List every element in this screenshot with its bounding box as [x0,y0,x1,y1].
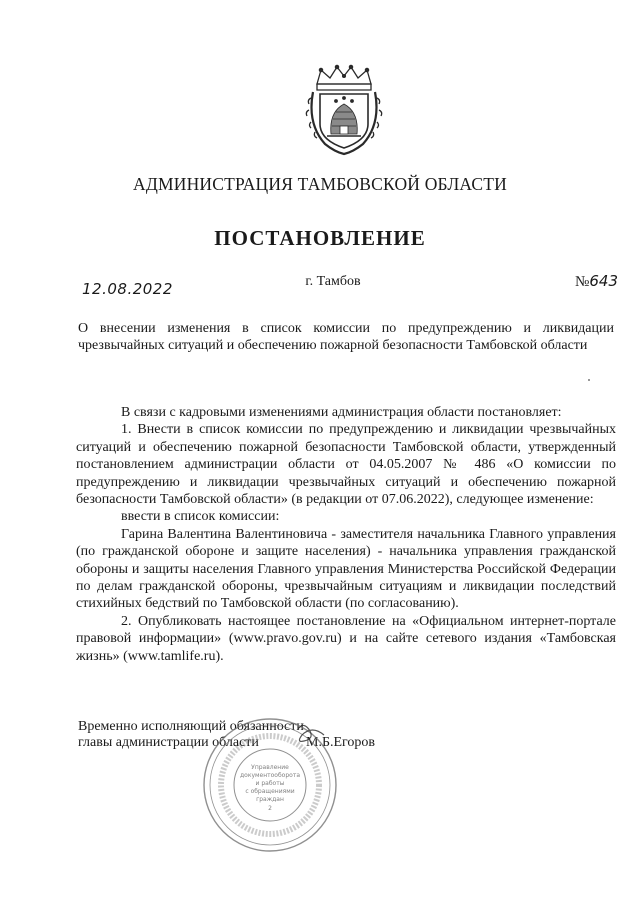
body-preamble: В связи с кадровыми изменениями администрация области постановляет: [121,405,562,420]
document-city: г. Тамбов [305,274,361,289]
document-type-heading: ПОСТАНОВЛЕНИЕ [214,226,426,250]
coat-of-arms-icon [303,64,385,156]
stamp-line-2: документооборота [240,772,300,779]
signature-position-line-2: главы администрации области [78,735,259,750]
body-item-1: 1. Внести в список комиссии по предупреждению и ликвидации чрезвычайных ситуаций и обеспечению пожарной безопасности Тамбовской области, утвержденный постановлением администрации области от 04.05.2007 № 486 «О комиссии по предупреждению и ликвидации чрезвычайных ситуаций и обеспечению пожарной безопасности Тамбовской области» (в редакции от 07.06.2022), следующее изменение: [76,422,616,508]
stamp-line-5: граждан [256,796,284,803]
scan-artifact [588,379,590,381]
stamp-line-1: Управление [251,764,289,771]
signature-position-line-1: Временно исполняющий обязанности [78,719,304,734]
stamp-line-6: 2 [268,805,272,812]
stamp-line-3: и работы [255,780,285,787]
number-prefix: № [575,274,590,290]
organization-title: АДМИНИСТРАЦИЯ ТАМБОВСКОЙ ОБЛАСТИ [133,174,507,194]
document-number [575,272,618,291]
body-item-1-person: Гарина Валентина Валентиновича - заместителя начальника Главного управления (по гражданской обороне и защите населения) - начальника управления гражданской обороны и защиты населения Главного управления Министерства Российской Федерации по делам гражданской обороны, чрезвычайным ситуациям и ликвидации последствий стихийных бедствий по Тамбовской области (по согласованию). [76,526,616,612]
stamp-line-4: с обращениями [245,788,295,795]
document-subject: О внесении изменения в список комиссии по предупреждению и ликвидации чрезвычайных ситуаций и обеспечению пожарной безопасности Тамбовской области [78,321,614,353]
body-item-1-sub: ввести в список комиссии: [121,509,280,525]
document-body [76,404,616,665]
body-item-2: 2. Опубликовать настоящее постановление на «Официальном интернет-портале правовой информации» (www.pravo.gov.ru) и на сайте сетевого издания «Тамбовская жизнь» (www.tamlife.ru). [76,613,616,664]
document-date: 12.08.2022 [82,280,173,298]
official-stamp-icon [200,715,340,855]
number-value: 643 [589,272,618,290]
signer-name: М.Б.Егоров [306,735,376,750]
